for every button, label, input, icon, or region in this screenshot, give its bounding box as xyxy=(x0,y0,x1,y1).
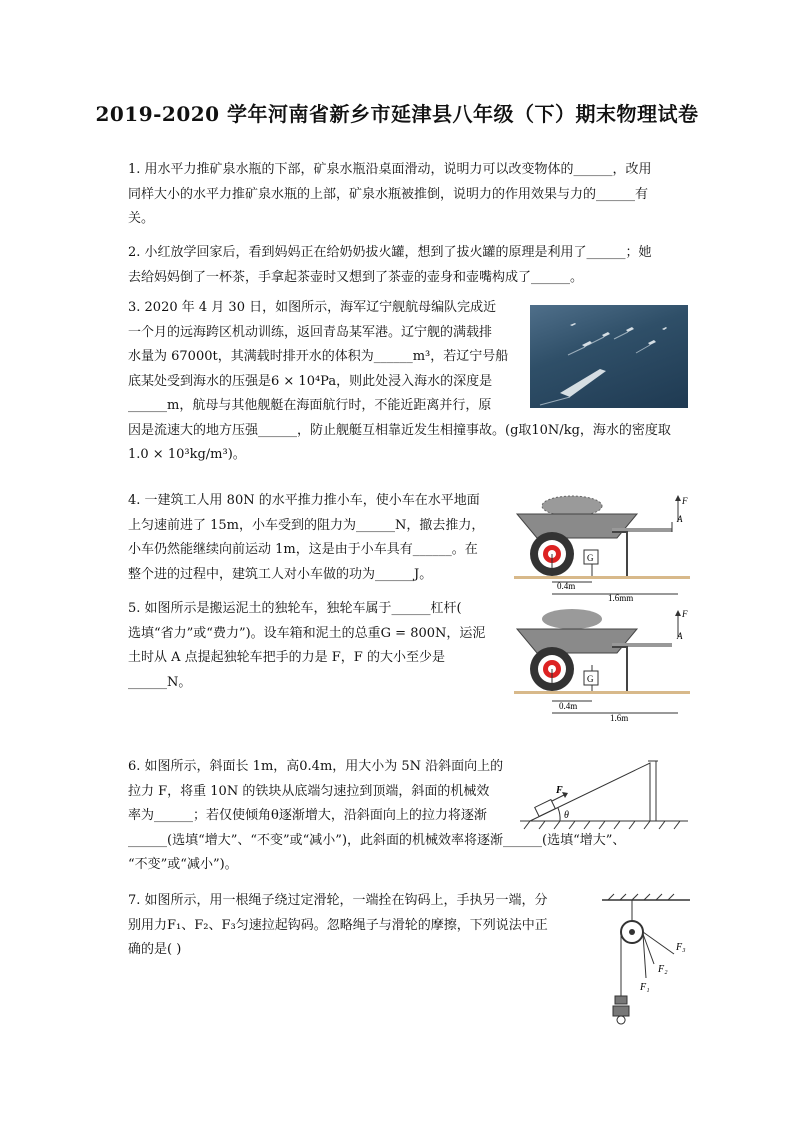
question-7 xyxy=(128,889,548,963)
force-label: F xyxy=(682,496,688,506)
distance-label-long: 1.6m xyxy=(610,713,629,723)
point-label: A xyxy=(677,631,683,641)
distance-label-short: 0.4m xyxy=(557,581,576,591)
question-line: 上匀速前进了 15m，小车受到的阻力为______N，撤去推力， xyxy=(128,517,485,533)
question-5 xyxy=(128,597,485,695)
force-label: F xyxy=(556,785,563,796)
point-label: A xyxy=(677,514,683,524)
incline-diagram xyxy=(520,755,690,835)
question-line: 5. 如图所示是搬运泥土的独轮车，独轮车属于______杠杆( xyxy=(128,601,462,616)
question-line: 水量为 67000t，其满载时排开水的体积为______m³，若辽宁号船 xyxy=(128,349,509,364)
gravity-label: G xyxy=(587,553,594,563)
force-label: F xyxy=(682,609,688,619)
angle-label: θ xyxy=(564,810,569,821)
wheelbarrow-diagram-2 xyxy=(512,605,692,723)
question-line: 底某处受到海水的压强是6 × 10⁴Pa，则此处浸入海水的深度是 xyxy=(128,373,493,389)
question-line: ______m，航母与其他舰艇在海面航行时，不能近距离并行，原 xyxy=(128,398,492,413)
force-f2-label: F₂ xyxy=(658,964,668,975)
question-2 xyxy=(128,241,652,290)
question-line: 小车仍然能继续向前运动 1m，这是由于小车具有______。在 xyxy=(128,542,478,557)
distance-label-long: 1.6mm xyxy=(608,593,634,602)
question-line: 同样大小的水平力推矿泉水瓶的上部，矿泉水瓶被推倒，说明力的作用效果与力的______有 xyxy=(128,186,649,202)
question-line: 一个月的远海跨区机动训练，返回青岛某军港。辽宁舰的满载排 xyxy=(128,324,493,340)
question-line: 拉力 F，将重 10N 的铁块从底端匀速拉到顶端，斜面的机械效 xyxy=(128,783,490,799)
question-line: 选填“省力”或“费力”)。设车箱和泥土的总重G = 800N，运泥 xyxy=(128,625,486,641)
question-line: ______N。 xyxy=(128,674,192,690)
wheelbarrow-diagram-1 xyxy=(512,492,692,602)
question-line: “不变”或“减小”)。 xyxy=(128,857,238,872)
question-line: 确的是( ) xyxy=(128,942,182,957)
question-line: ______(选填“增大”、“不变”或“减小”)，此斜面的机械效率将逐渐______(选填“增大”、 xyxy=(128,832,626,848)
question-line: 整个进的过程中，建筑工人对小车做的功为______J。 xyxy=(128,566,433,582)
carrier-fleet-photo xyxy=(530,305,688,408)
question-line: 别用力F₁、F₂、F₃匀速拉起钩码。忽略绳子与滑轮的摩擦，下列说法中正 xyxy=(128,917,548,933)
question-line: 4. 一建筑工人用 80N 的水平推力推小车，使小车在水平地面 xyxy=(128,493,480,508)
question-line: 6. 如图所示，斜面长 1m，高0.4m，用大小为 5N 沿斜面向上的 xyxy=(128,759,504,774)
gravity-label: G xyxy=(587,674,594,684)
question-line: 土时从 A 点提起独轮车把手的力是 F，F 的大小至少是 xyxy=(128,650,445,665)
question-line: 关。 xyxy=(128,211,155,226)
question-1 xyxy=(128,158,652,232)
question-line: 1.0 × 10³kg/m³)。 xyxy=(128,447,246,462)
question-line: 2. 小红放学回家后，看到妈妈正在给奶奶拔火罐，想到了拔火罐的原理是利用了______；她 xyxy=(128,245,652,260)
question-line: 率为______；若仅使倾角θ逐渐增大，沿斜面向上的拉力将逐渐 xyxy=(128,808,487,823)
question-line: 3. 2020 年 4 月 30 日，如图所示，海军辽宁舰航母编队完成近 xyxy=(128,300,497,315)
page-title: 2019-2020 学年河南省新乡市延津县八年级（下）期末物理试卷 xyxy=(95,102,699,126)
question-line: 去给妈妈倒了一杯茶，手拿起茶壶时又想到了茶壶的壶身和壶嘴构成了______。 xyxy=(128,269,584,285)
pulley-diagram xyxy=(598,892,698,1027)
distance-label-short: 0.4m xyxy=(559,701,578,711)
question-line: 7. 如图所示，用一根绳子绕过定滑轮，一端拴在钩码上，手执另一端，分 xyxy=(128,893,548,908)
question-4 xyxy=(128,489,484,587)
question-line: 1. 用水平力推矿泉水瓶的下部，矿泉水瓶沿桌面滑动，说明力可以改变物体的______，改用 xyxy=(128,162,652,177)
question-line: 因是流速大的地方压强______，防止舰艇互相靠近发生相撞事故。(g取10N/kg，海水的密度取 xyxy=(128,422,671,438)
force-f1-label: F₁ xyxy=(640,982,650,993)
force-f3-label: F₃ xyxy=(676,942,686,953)
